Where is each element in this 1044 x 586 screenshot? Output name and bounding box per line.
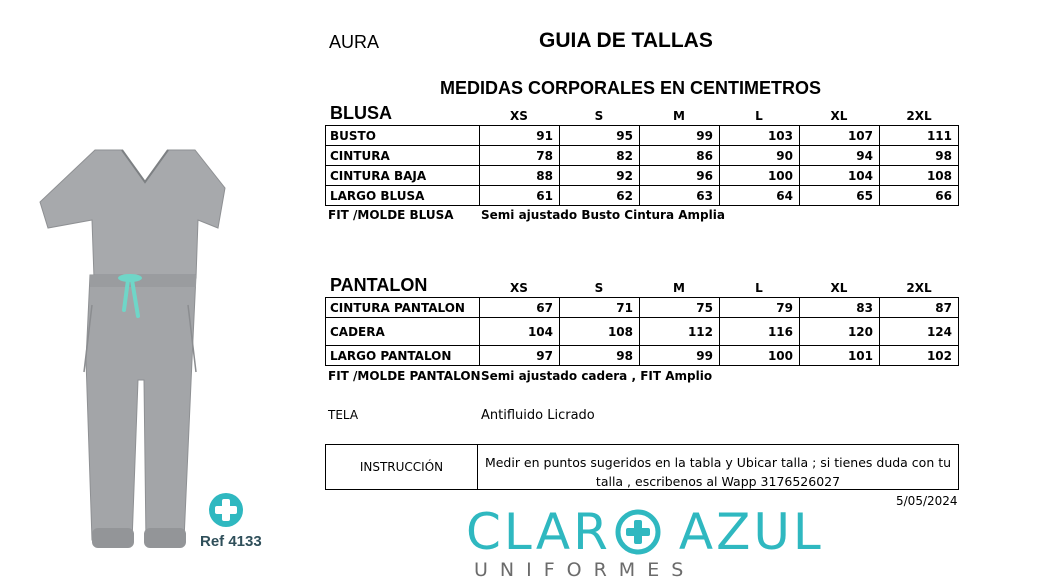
table-row [326, 146, 959, 166]
table-cell: 94 [800, 146, 880, 166]
table-cell: 78 [480, 146, 560, 166]
table-row [326, 298, 959, 318]
page-title: GUIA DE TALLAS [539, 29, 713, 52]
row-label: LARGO PANTALON [326, 346, 480, 366]
table-cell: 90 [720, 146, 800, 166]
medical-cross-icon [208, 492, 244, 528]
row-label: CINTURA PANTALON [326, 298, 480, 318]
table-cell: 104 [480, 318, 560, 346]
size-header: L [755, 281, 763, 295]
size-header: XS [510, 109, 528, 123]
table-cell: 96 [640, 166, 720, 186]
table-cell: 101 [800, 346, 880, 366]
table-cell: 98 [880, 146, 959, 166]
table-row [326, 126, 959, 146]
row-label: CINTURA BAJA [326, 166, 480, 186]
table-row [326, 318, 959, 346]
table-cell: 92 [560, 166, 640, 186]
table-cell: 108 [560, 318, 640, 346]
table-cell: 63 [640, 186, 720, 206]
table-cell: 65 [800, 186, 880, 206]
size-header: XL [830, 281, 848, 295]
table-cell: 111 [880, 126, 959, 146]
table-cell: 64 [720, 186, 800, 206]
table-cell: 124 [880, 318, 959, 346]
table-row [326, 346, 959, 366]
table-cell: 66 [880, 186, 959, 206]
instruction-box [325, 444, 959, 490]
table-cell: 83 [800, 298, 880, 318]
table-row [326, 186, 959, 206]
table-cell: 91 [480, 126, 560, 146]
table-cell: 103 [720, 126, 800, 146]
row-label: LARGO BLUSA [326, 186, 480, 206]
row-label: CADERA [326, 318, 480, 346]
pantalon-fit-value: Semi ajustado cadera , FIT Amplio [481, 369, 713, 383]
row-label: CINTURA [326, 146, 480, 166]
table-cell: 104 [800, 166, 880, 186]
table-cell: 95 [560, 126, 640, 146]
size-header: 2XL [906, 109, 932, 123]
table-cell: 88 [480, 166, 560, 186]
brand-name: AURA [329, 32, 380, 52]
table-cell: 79 [720, 298, 800, 318]
table-cell: 97 [480, 346, 560, 366]
document-date: 5/05/2024 [896, 494, 958, 508]
pantalon-title: PANTALON [330, 275, 428, 295]
size-header: L [755, 109, 763, 123]
table-cell: 102 [880, 346, 959, 366]
table-cell: 107 [800, 126, 880, 146]
table-cell: 112 [640, 318, 720, 346]
blouse-shape [40, 150, 225, 278]
table-cell: 61 [480, 186, 560, 206]
table-cell: 98 [560, 346, 640, 366]
size-header: S [594, 109, 604, 123]
pantalon-fit-label: FIT /MOLDE PANTALON [328, 369, 481, 383]
blusa-fit-label: FIT /MOLDE BLUSA [328, 208, 454, 222]
pants-shape [86, 275, 196, 542]
pantalon-table [325, 297, 959, 366]
table-cell: 108 [880, 166, 959, 186]
instruction-line: Medir en puntos sugeridos en la tabla y Ubicar talla ; si tienes duda con tu [484, 455, 952, 470]
tela-label: TELA [328, 408, 359, 422]
table-cell: 71 [560, 298, 640, 318]
table-cell: 82 [560, 146, 640, 166]
size-header: XL [830, 109, 848, 123]
table-cell: 67 [480, 298, 560, 318]
brand-logo [466, 503, 824, 561]
table-cell: 99 [640, 126, 720, 146]
table-cell: 87 [880, 298, 959, 318]
table-cell: 75 [640, 298, 720, 318]
logo-cross-icon [615, 509, 661, 555]
table-cell: 100 [720, 166, 800, 186]
table-cell: 116 [720, 318, 800, 346]
size-header: S [594, 281, 604, 295]
product-image [0, 110, 300, 586]
table-cell: 100 [720, 346, 800, 366]
logo-subtitle: UNIFORMES [474, 559, 696, 581]
size-header: 2XL [906, 281, 932, 295]
instruction-line: talla , escribenos al Wapp 3176526027 [595, 474, 841, 489]
page-subtitle: MEDIDAS CORPORALES EN CENTIMETROS [440, 78, 822, 98]
instruction-text [478, 445, 958, 489]
table-cell: 62 [560, 186, 640, 206]
size-header: M [673, 109, 685, 123]
table-row [326, 166, 959, 186]
table-cell: 99 [640, 346, 720, 366]
size-header: M [673, 281, 685, 295]
blusa-title: BLUSA [330, 103, 392, 123]
table-cell: 86 [640, 146, 720, 166]
logo-text-right: AZUL [678, 503, 824, 561]
blusa-fit-value: Semi ajustado Busto Cintura Amplia [481, 208, 725, 222]
row-label: BUSTO [326, 126, 480, 146]
instruction-label: INSTRUCCIÓN [326, 445, 478, 489]
logo-text-left: CLAR [466, 503, 611, 561]
blusa-table [325, 125, 959, 206]
size-header: XS [510, 281, 528, 295]
tela-value: Antifluido Licrado [481, 408, 595, 423]
product-reference: Ref 4133 [200, 533, 262, 550]
table-cell: 120 [800, 318, 880, 346]
